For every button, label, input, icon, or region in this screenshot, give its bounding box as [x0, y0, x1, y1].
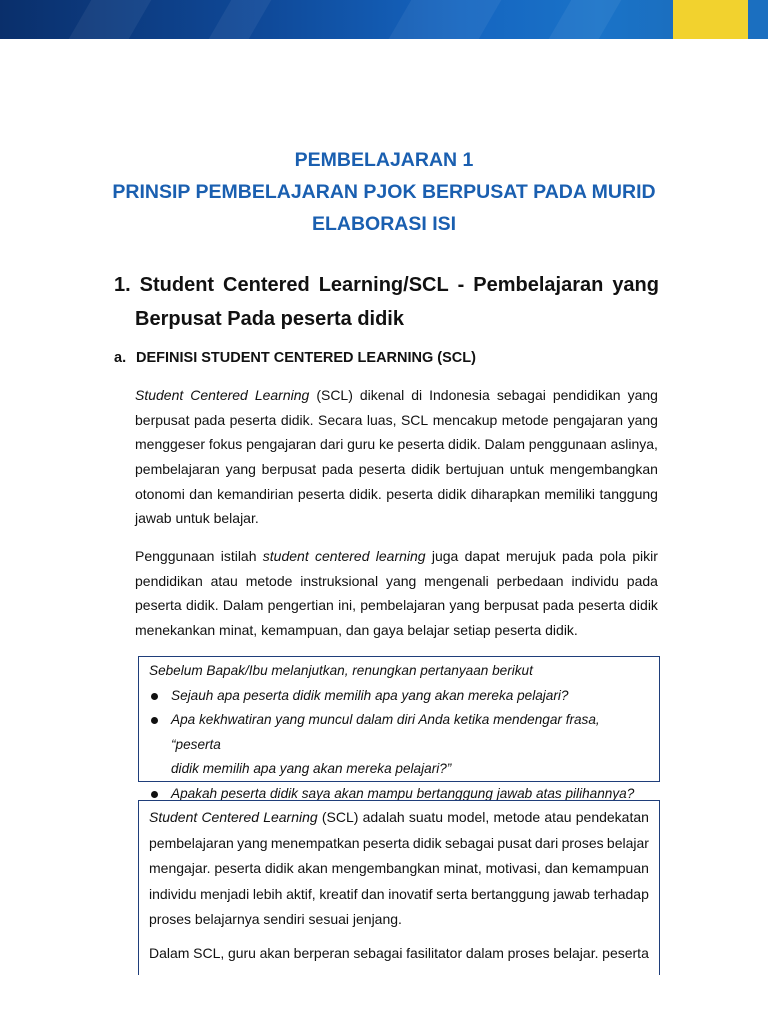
paragraph-1-last-line: jawab untuk belajar.: [135, 510, 259, 527]
banner-stripe: [69, 0, 152, 39]
page-title-line3: ELABORASI ISI: [311, 213, 457, 235]
banner-stripe: [209, 0, 272, 39]
definition-line: Student Centered Learning (SCL) adalah suatu model, metode atau pendekatan: [149, 809, 649, 825]
page-title-block: [0, 144, 768, 240]
reflection-box: [138, 656, 660, 801]
banner-stripe: [389, 0, 502, 39]
section-heading: [114, 268, 659, 336]
section-heading-line1: 1. Student Centered Learning/SCL - Pembelajaran yang: [114, 274, 659, 296]
paragraph-1-line: berpusat pada peserta didik. Secara luas, SCL mencakup metode pengajaran yang: [135, 411, 658, 428]
paragraph-2-line: pendidikan atau metode instruksional yang mengenali perbedaan individu pada: [135, 572, 658, 589]
paragraph-2-last-line: menekankan minat, kemampuan, dan gaya belajar setiap peserta didik.: [135, 622, 578, 639]
reflection-question: Apa kekhwatiran yang muncul dalam diri Anda ketika mendengar frasa, “peserta didik memilih apa yang akan mereka pelajari?”: [149, 708, 649, 782]
definition-line: pembelajaran yang menempatkan peserta didik sebagai pusat dari proses belajar: [149, 834, 649, 851]
banner-gold-block: [673, 0, 748, 39]
definition-box: [138, 800, 660, 975]
reflection-question-list: [149, 684, 649, 807]
bullet-icon: [151, 693, 158, 700]
subsection-label: a.: [114, 350, 127, 366]
definition-line: mengajar. peserta didik akan mengembangkan minat, motivasi, dan kemampuan: [149, 860, 649, 876]
reflection-question: Sejauh apa peserta didik memilih apa yang akan mereka pelajari?: [149, 684, 649, 709]
definition-line: individu menjadi lebih aktif, kreatif dan inovatif serta bertanggung jawab terhadap: [149, 885, 649, 902]
paragraph-1-line: Student Centered Learning (SCL) dikenal di Indonesia sebagai pendidikan yang: [135, 387, 658, 403]
definition-para2-line: Dalam SCL, guru akan berperan sebagai fasilitator dalam proses belajar. peserta: [149, 944, 649, 961]
paragraph-2: [135, 544, 658, 643]
banner-stripe: [549, 0, 622, 39]
header-banner: [0, 0, 768, 39]
paragraph-1-line: otonomi dan kemandirian peserta didik. peserta didik diharapkan memiliki tanggung: [135, 485, 658, 502]
subsection-title: DEFINISI STUDENT CENTERED LEARNING (SCL): [136, 350, 476, 366]
bullet-icon: [151, 791, 158, 798]
page-title-line1: PEMBELAJARAN 1: [294, 149, 474, 171]
section-heading-line2: Berpusat Pada peserta didik: [135, 308, 404, 330]
bullet-icon: [151, 717, 158, 724]
paragraph-2-line: peserta didik. Dalam pengertian ini, pembelajaran yang berpusat pada peserta didik: [135, 597, 658, 614]
paragraph-1: [135, 383, 658, 531]
definition-last-line: proses belajarnya sendiri sesuai jenjang.: [149, 911, 402, 927]
paragraph-2-line: Penggunaan istilah student centered learning juga dapat merujuk pada pola pikir: [135, 548, 658, 564]
paragraph-1-line: pembelajaran yang berpusat pada peserta didik bertujuan untuk mengembangkan: [135, 461, 658, 478]
reflection-question: Apakah peserta didik saya akan mampu bertanggung jawab atas pilihannya?: [149, 782, 649, 807]
subsection-heading: [114, 350, 476, 366]
page-title-line2: PRINSIP PEMBELAJARAN PJOK BERPUSAT PADA MURID: [112, 181, 656, 203]
reflection-intro: Sebelum Bapak/Ibu melanjutkan, renungkan pertanyaan berikut: [149, 663, 533, 678]
paragraph-1-line: menggeser fokus pengajaran dari guru ke peserta didik. Dalam penggunaan aslinya,: [135, 436, 658, 453]
